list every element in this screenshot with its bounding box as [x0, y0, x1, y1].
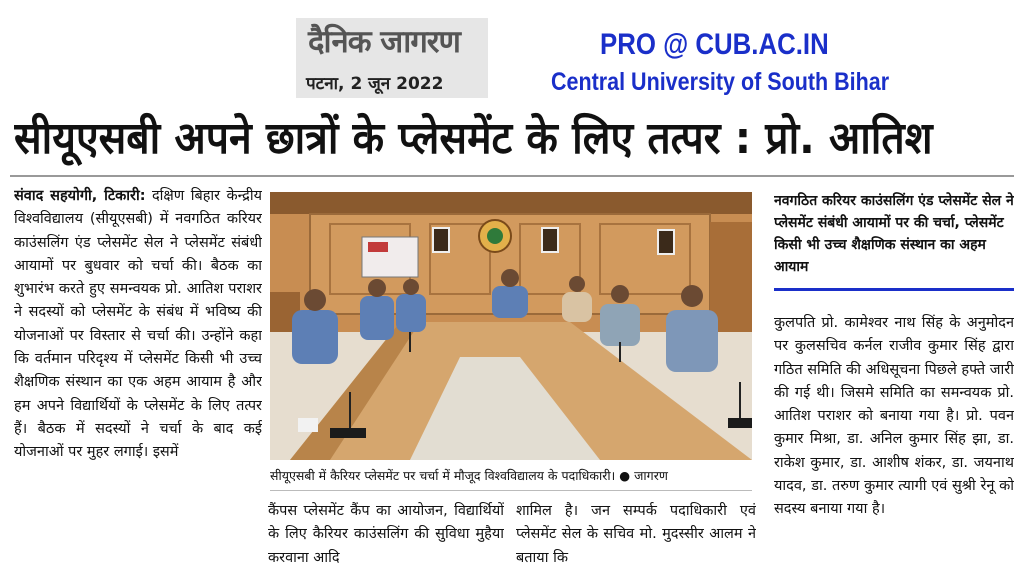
byline: संवाद सहयोगी, टिकारी: — [14, 188, 146, 204]
photo-caption: सीयूएसबी में कैरियर प्लेसमेंट पर चर्चा में मौजूद विश्वविद्यालय के पदाधिकारी। ● जागरण — [270, 468, 668, 483]
article-column-4: कुलपति प्रो. कामेश्वर नाथ सिंह के अनुमोदन पर कुलसचिव कर्नल राजीव कुमार सिंह द्वारा गठित समिति की अधिसूचना पिछले हफ्ते जारी की गई थी। जिसमे समिति का समन्वयक प्रो. आतिश पराशर को बनाया गया है। प्रो. पवन कुमार मिश्रा, डा. अनिल कुमार सिंह झा, डा. राकेश कुमार, डा. आशीष शंकर, डा. जयनाथ यादव, डा. तरुण कुमार त्यागी एवं सुश्री रेनू को सदस्य बनाया गया है। — [774, 315, 1014, 518]
newspaper-name: दैनिक जागरण — [308, 24, 460, 60]
sidebar-highlight: नवगठित करियर काउंसलिंग एंड प्लेसमेंट सेल ने प्लेसमेंट संबंधी आयामों पर की चर्चा, प्लेसमेंट किसी भी उच्च शैक्षणिक संस्थान का अहम आयाम — [774, 193, 1014, 275]
dateline: पटना, 2 जून 2022 — [306, 74, 444, 94]
meeting-room-illustration — [270, 192, 752, 460]
caption-divider — [270, 490, 752, 491]
article-column-2: कैंपस प्लेसमेंट कैंप का आयोजन, विद्यार्थियों के लिए कैरियर काउंसलिंग की सुविधा मुहैया करवाना आदि — [268, 503, 504, 566]
article-column-1-body: दक्षिण बिहार केन्द्रीय विश्वविद्यालय (सीयूएसबी) में नवगठित करियर काउंसलिंग एंड प्लेसमेंट सेल ने प्लेसमेंट संबंधी आयामों पर बुधवार को चर्चा की। बैठक का शुभारंभ करते हुए समन्वयक प्रो. आतिश पराशर ने सदस्यों को प्लेसमेंट के संबंध में भविष्य की योजनाओं पर विस्तार से चर्चा की। उन्होंने कहा कि वर्तमान परिदृश्य में प्लेसमेंट किसी भी उच्च शैक्षणिक संस्थान का एक अहम आयाम है और हम अपने विद्यार्थियों के प्लेसमेंट के लिए तत्पर हैं। बैठक में सदस्यों ने चर्चा के बाद कई योजनाओं पर मुहर लगाई। इसमें — [14, 188, 262, 461]
article-column-1 — [14, 185, 262, 579]
article-headline: सीयूएसबी अपने छात्रों के प्लेसमेंट के लिए तत्पर : प्रो. आतिश — [14, 113, 933, 164]
article-column-3: शामिल है। जन सम्पर्क पदाधिकारी एवं प्लेसमेंट सेल के सचिव मो. मुदस्सीर आलम ने बताया कि — [516, 503, 756, 566]
headline-divider — [10, 175, 1014, 177]
sidebar-divider — [774, 288, 1014, 291]
pro-email-label: PRO @ CUB.AC.IN — [600, 28, 829, 61]
meeting-photo — [270, 192, 752, 460]
university-name: Central University of South Bihar — [551, 68, 890, 96]
newspaper-masthead — [296, 18, 488, 98]
